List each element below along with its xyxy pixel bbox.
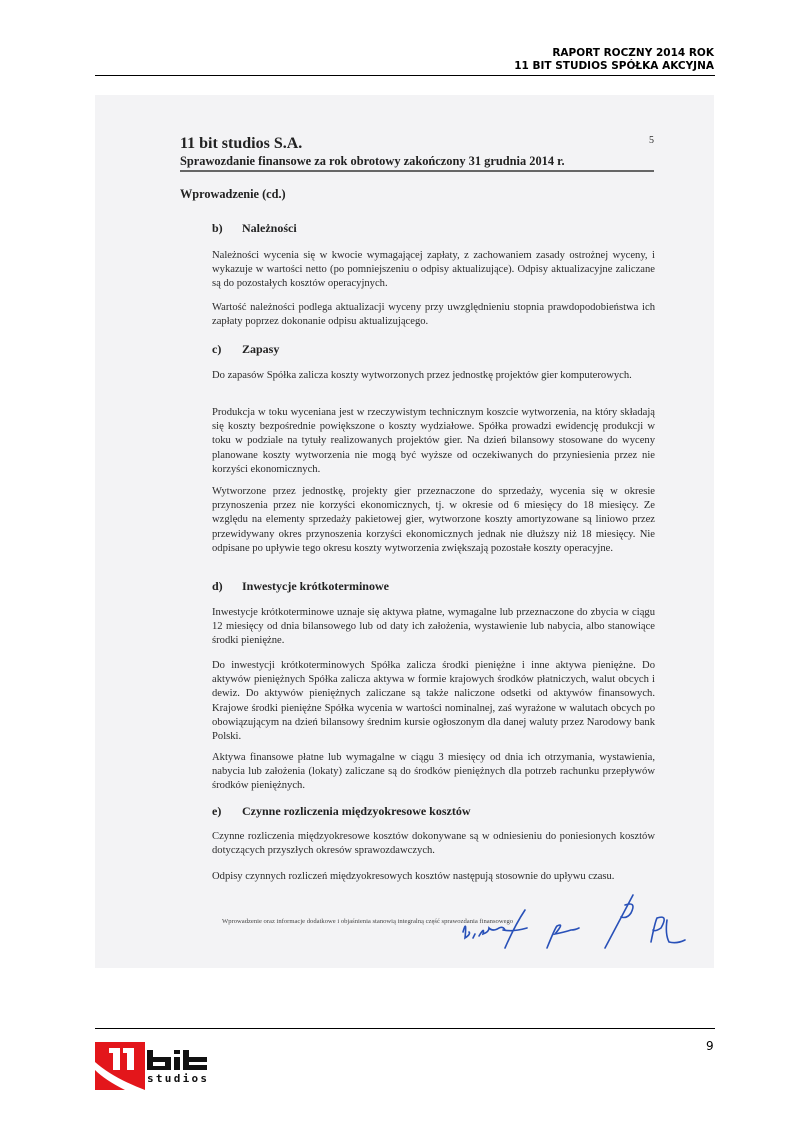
section-letter: c) bbox=[212, 342, 222, 356]
report-header bbox=[514, 47, 714, 72]
paragraph: Wytworzone przez jednostkę, projekty gier przeznaczone do sprzedaży, wycenia się w okresie przynoszenia przez nie korzyści ekonomicznych, tj. w okresie od 6 miesięcy do 18 miesięcy. Ze względu na elementy sprzedaży pakietowej gier, wytworzone koszty amortyzowane są liniowo przez przewidywany okres przynoszenia korzyści ekonomicznych jednak nie dłuższy niż 18 miesięcy. Nie odpisane po upływie tego okresu koszty wytworzenia zwiększają pozostałe koszty operacyjne. bbox=[212, 486, 655, 554]
scanned-page bbox=[95, 95, 714, 968]
paragraph: Produkcja w toku wyceniana jest w rzeczywistym technicznym koszcie wytworzenia, na który składają się koszty bezpośrednie powiększone o koszty wydziałowe. Spółka prowadzi ewidencję produkcji w toku w podziale na tytuły realizowanych projektów gier. Na dzień bilansowy stosowane do wyceny planowane koszty wytworzenia nie mogą być wyższe od oczekiwanych do przyniesienia przez nie korzyści ekonomicznych. bbox=[212, 407, 655, 475]
section-letter: d) bbox=[212, 579, 223, 593]
paragraph: Wartość należności podlega aktualizacji wyceny przy uwzględnieniu stopnia prawdopodobieństwa ich zapłaty poprzez dokonanie odpisu aktualizującego. bbox=[212, 302, 655, 328]
footnote: Wprowadzenie oraz informacje dodatkowe i objaśnienia stanowią integralną część sprawozdania finansowego bbox=[222, 918, 514, 925]
section-letter: b) bbox=[212, 221, 223, 235]
signatures bbox=[455, 890, 715, 960]
paragraph: Aktywa finansowe płatne lub wymagalne w ciągu 3 miesięcy od dnia ich otrzymania, wystawienia, nabycia lub założenia (lokaty) zaliczane są do środków pieniężnych dla potrzeb rachunku przepływów środków pieniężnych. bbox=[212, 752, 655, 792]
section-heading-d bbox=[212, 579, 389, 594]
intro-heading: Wprowadzenie (cd.) bbox=[180, 187, 286, 201]
section-heading-b bbox=[212, 221, 297, 236]
signature-3 bbox=[547, 925, 579, 948]
section-title: Czynne rozliczenia międzyokresowe kosztów bbox=[242, 804, 471, 818]
paragraph: Czynne rozliczenia międzyokresowe kosztów dokonywane są w odniesieniu do poniesionych kosztów dotyczących przyszłych okresów sprawozdawczych. bbox=[212, 831, 655, 857]
section-title: Zapasy bbox=[242, 342, 280, 356]
signature-1 bbox=[463, 926, 505, 938]
paragraph: Do inwestycji krótkoterminowych Spółka zalicza środki pieniężne i inne aktywa pieniężne. Do aktywów pieniężnych Spółka zalicza aktywa w formie krajowych środków płatniczych, walut obcych i dewiz. Do aktywów pieniężnych zaliczane są także naliczone odsetki od aktywów finansowych. Krajowe środki pieniężne Spółka wycenia w wartości nominalnej, zaś wyrażone w walutach obcych po obowiązującym na dzień bilansowy średnim kursie ogłoszonym dla danej waluty przez Narodowy bank Polski. bbox=[212, 660, 655, 743]
paragraph: Do zapasów Spółka zalicza koszty wytworzonych przez jednostkę projektów gier komputerowych. bbox=[212, 370, 632, 381]
section-title: Należności bbox=[242, 221, 297, 235]
company-name: 11 BIT STUDIOS SPÓŁKA AKCYJNA bbox=[514, 59, 714, 72]
header-divider bbox=[95, 75, 715, 76]
company-logo bbox=[95, 1040, 213, 1092]
subtitle-underline bbox=[180, 170, 654, 172]
section-letter: e) bbox=[212, 804, 222, 818]
paragraph: Inwestycje krótkoterminowe uznaje się aktywa płatne, wymagalne lub przeznaczone do zbycia w ciągu 12 miesięcy od dnia bilansowego lub od daty ich założenia, wystawienie lub nabycia, albo stanowiące środki pieniężne. bbox=[212, 607, 655, 647]
signature-2 bbox=[503, 910, 527, 948]
scan-company: 11 bit studios S.A. bbox=[180, 135, 303, 152]
section-heading-c bbox=[212, 342, 279, 357]
section-title: Inwestycje krótkoterminowe bbox=[242, 579, 389, 593]
signature-5 bbox=[651, 917, 685, 943]
scan-subtitle: Sprawozdanie finansowe za rok obrotowy zakończony 31 grudnia 2014 r. bbox=[180, 154, 565, 168]
section-heading-e bbox=[212, 804, 471, 819]
footer-divider bbox=[95, 1028, 715, 1029]
paragraph: Odpisy czynnych rozliczeń międzyokresowych kosztów następują stosownie do upływu czasu. bbox=[212, 871, 615, 882]
scan-page-number: 5 bbox=[649, 135, 654, 146]
report-title: RAPORT ROCZNY 2014 ROK bbox=[552, 47, 714, 59]
svg-text:studios: studios bbox=[147, 1072, 207, 1085]
signature-4 bbox=[605, 895, 633, 948]
paragraph: Należności wycenia się w kwocie wymagającej zapłaty, z zachowaniem zasady ostrożnej wyceny, i wykazuje w wartości netto (po pomniejszeniu o odpisy aktualizujące). Odpisy aktualizacyjne zaliczane są do pozostałych kosztów operacyjnych. bbox=[212, 250, 655, 290]
page-number: 9 bbox=[706, 1039, 714, 1053]
